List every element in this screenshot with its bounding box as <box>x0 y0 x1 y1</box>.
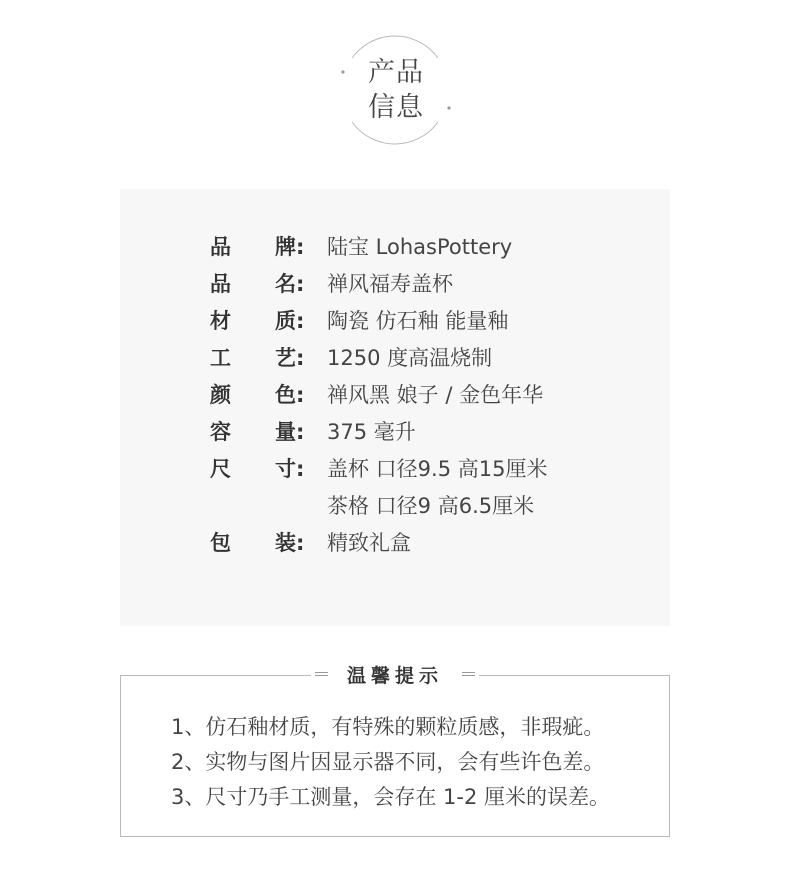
tips-title: 温馨提示 <box>346 665 443 687</box>
info-value: 375 毫升 <box>327 420 416 444</box>
double-line-icon <box>462 672 475 679</box>
info-label-char: 包 <box>210 531 231 555</box>
info-value: 陶瓷 仿石釉 能量釉 <box>327 309 509 333</box>
double-line-icon <box>315 672 328 679</box>
info-label-char: 品 <box>210 272 231 296</box>
product-info-panel <box>120 189 670 626</box>
info-label-char: 牌: <box>275 235 305 259</box>
info-label-char: 容 <box>210 420 231 444</box>
tips-box <box>120 665 670 837</box>
info-value: 禅风黑 娘子 / 金色年华 <box>327 383 544 407</box>
tips-title-bar <box>311 662 479 690</box>
info-label-char: 艺: <box>275 346 305 370</box>
info-label-char: 装: <box>275 531 305 555</box>
page-title-line2: 信息 <box>368 92 424 123</box>
info-label-char: 寸: <box>275 457 305 481</box>
info-label-char: 品 <box>210 235 231 259</box>
section-title-badge <box>340 34 452 146</box>
info-label-char: 材 <box>210 309 231 333</box>
page-title-line1: 产品 <box>368 57 424 88</box>
info-value: 精致礼盒 <box>327 531 411 555</box>
tip-item: 2、实物与图片因显示器不同，会有些许色差。 <box>171 750 605 774</box>
info-value: 盖杯 口径9.5 高15厘米 <box>327 457 548 481</box>
info-value: 茶格 口径9 高6.5厘米 <box>327 494 535 518</box>
info-value: 禅风福寿盖杯 <box>327 272 453 296</box>
info-label-char: 色: <box>275 383 305 407</box>
info-label-char: 尺 <box>210 457 231 481</box>
info-value: 陆宝 LohasPottery <box>327 235 513 259</box>
info-value: 1250 度高温烧制 <box>327 346 493 370</box>
tip-item: 1、仿石釉材质，有特殊的颗粒质感，非瑕疵。 <box>171 715 605 739</box>
info-label-char: 量: <box>275 420 305 444</box>
info-label-char: 颜 <box>210 383 231 407</box>
info-label-char: 质: <box>275 309 305 333</box>
info-label-char: 名: <box>275 272 305 296</box>
page-title <box>340 55 452 125</box>
tip-item: 3、尺寸乃手工测量，会存在 1-2 厘米的误差。 <box>171 785 611 809</box>
tips-list <box>171 710 610 815</box>
info-label-char: 工 <box>210 346 231 370</box>
